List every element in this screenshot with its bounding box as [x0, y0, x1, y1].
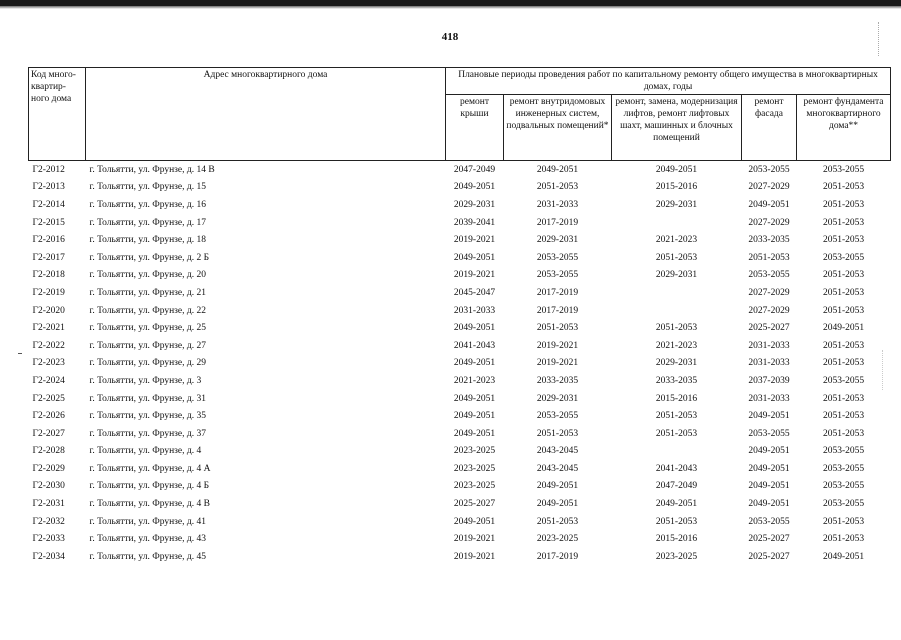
cell-code: Г2-2024: [32, 375, 65, 386]
cell-foundation: 2053-2055: [797, 161, 891, 179]
cell-lifts: 2021-2023: [655, 235, 698, 246]
cell-address: г. Тольятти, ул. Фрунзе, д. 3: [89, 375, 202, 386]
cell-roof: 2049-2051: [453, 323, 496, 334]
cell-foundation: 2051-2053: [822, 534, 865, 545]
cell-address: г. Тольятти, ул. Фрунзе, д. 31: [89, 393, 206, 404]
cell-facade: 2049-2051: [748, 499, 790, 510]
cell-systems: 2049-2051: [536, 481, 579, 492]
table-row: [29, 460, 891, 478]
cell-address: г. Тольятти, ул. Фрунзе, д. 17: [89, 217, 206, 228]
cell-code: Г2-2021: [32, 323, 65, 334]
cell-address: г. Тольятти, ул. Фрунзе, д. 27: [89, 340, 206, 351]
page-number: 418: [441, 31, 459, 43]
cell-facade: 2027-2029: [748, 182, 790, 193]
cell-roof: 2049-2051: [453, 516, 496, 527]
cell-code: Г2-2015: [32, 217, 65, 228]
cell-systems: 2053-2055: [536, 411, 579, 422]
cell-lifts: 2021-2023: [655, 340, 698, 351]
cell-roof: 2049-2051: [453, 411, 496, 422]
cell-lifts: [612, 284, 742, 302]
table-row: [29, 214, 891, 232]
header-row-group: [29, 68, 891, 95]
cell-systems: 2043-2045: [536, 446, 579, 457]
table-row: [29, 425, 891, 443]
cell-code: Г2-2012: [29, 161, 86, 179]
cell-systems: 2029-2031: [536, 235, 579, 246]
cell-facade: 2031-2033: [748, 358, 790, 369]
table-row: [29, 372, 891, 390]
table-row: [29, 390, 891, 408]
cell-address: г. Тольятти, ул. Фрунзе, д. 4 А: [89, 463, 211, 474]
table-row: [29, 302, 891, 320]
table-row: [29, 267, 891, 285]
cell-facade: 2049-2051: [748, 199, 790, 210]
cell-facade: 2053-2055: [748, 516, 790, 527]
cell-foundation: 2049-2051: [822, 551, 865, 562]
cell-foundation: 2051-2053: [822, 411, 865, 422]
cell-address: г. Тольятти, ул. Фрунзе, д. 22: [89, 305, 206, 316]
cell-roof: 2039-2041: [453, 217, 496, 228]
cell-systems: 2051-2053: [536, 428, 579, 439]
cell-facade: 2025-2027: [748, 534, 790, 545]
cell-code: Г2-2026: [32, 411, 65, 422]
cell-address: г. Тольятти, ул. Фрунзе, д. 45: [89, 551, 206, 562]
cell-lifts: 2033-2035: [655, 375, 698, 386]
cell-code: Г2-2019: [32, 287, 65, 298]
cell-lifts: 2051-2053: [655, 411, 698, 422]
cell-roof: 2031-2033: [453, 305, 496, 316]
header-foundation: ремонт фундамента многоквартирного дома**: [797, 95, 891, 161]
cell-roof: 2019-2021: [453, 270, 496, 281]
cell-systems: 2017-2019: [536, 305, 579, 316]
cell-lifts: 2051-2053: [655, 428, 698, 439]
cell-lifts: 2051-2053: [655, 323, 698, 334]
cell-foundation: 2053-2055: [822, 463, 865, 474]
cell-address: г. Тольятти, ул. Фрунзе, д. 20: [89, 270, 206, 281]
cell-systems: 2051-2053: [536, 323, 579, 334]
table-row: [29, 478, 891, 496]
cell-foundation: 2051-2053: [822, 393, 865, 404]
cell-systems: 2029-2031: [536, 393, 579, 404]
cell-code: Г2-2023: [32, 358, 65, 369]
cell-roof: 2047-2049: [446, 161, 504, 179]
table-row: [29, 196, 891, 214]
cell-roof: 2023-2025: [453, 481, 496, 492]
cell-address: г. Тольятти, ул. Фрунзе, д. 4 Б: [89, 481, 210, 492]
cell-systems: 2051-2053: [536, 182, 579, 193]
cell-foundation: 2053-2055: [822, 446, 865, 457]
cell-roof: 2025-2027: [453, 499, 496, 510]
cell-address: г. Тольятти, ул. Фрунзе, д. 4 В: [89, 499, 210, 510]
cell-facade: 2049-2051: [748, 481, 790, 492]
cell-foundation: 2053-2055: [822, 375, 865, 386]
cell-lifts: [612, 214, 742, 232]
cell-roof: 2049-2051: [453, 252, 496, 263]
cell-address: г. Тольятти, ул. Фрунзе, д. 14 В: [86, 161, 446, 179]
cell-lifts: 2015-2016: [655, 393, 698, 404]
cell-lifts: 2023-2025: [655, 551, 698, 562]
cell-foundation: 2051-2053: [822, 235, 865, 246]
cell-foundation: 2051-2053: [822, 516, 865, 527]
cell-roof: 2041-2043: [453, 340, 496, 351]
cell-code: Г2-2031: [32, 499, 65, 510]
cell-code: Г2-2014: [32, 199, 65, 210]
cell-foundation: 2051-2053: [822, 182, 865, 193]
cell-lifts: 2049-2051: [612, 161, 742, 179]
cell-code: Г2-2029: [32, 463, 65, 474]
cell-foundation: 2051-2053: [822, 217, 865, 228]
header-roof: ремонт крыши: [446, 95, 504, 161]
cell-code: Г2-2018: [32, 270, 65, 281]
cell-address: г. Тольятти, ул. Фрунзе, д. 35: [89, 411, 206, 422]
header-lifts: ремонт, замена, модернизация лифтов, ремонт лифтовых шахт, машинных и блочных помещений: [612, 95, 742, 161]
cell-foundation: 2053-2055: [822, 252, 865, 263]
cell-lifts: 2051-2053: [655, 516, 698, 527]
cell-facade: 2027-2029: [748, 305, 790, 316]
cell-roof: 2023-2025: [453, 463, 496, 474]
cell-roof: 2023-2025: [453, 446, 496, 457]
cell-roof: 2019-2021: [453, 551, 496, 562]
cell-code: Г2-2025: [32, 393, 65, 404]
header-address: Адрес многоквартирного дома: [86, 68, 446, 161]
cell-address: г. Тольятти, ул. Фрунзе, д. 25: [89, 323, 206, 334]
cell-facade: 2037-2039: [748, 375, 790, 386]
cell-address: г. Тольятти, ул. Фрунзе, д. 15: [89, 182, 206, 193]
cell-foundation: 2051-2053: [822, 199, 865, 210]
cell-address: г. Тольятти, ул. Фрунзе, д. 21: [89, 287, 206, 298]
cell-lifts: 2049-2051: [655, 499, 698, 510]
cell-facade: 2027-2029: [748, 217, 790, 228]
cell-roof: 2019-2021: [453, 235, 496, 246]
cell-code: Г2-2017: [32, 252, 65, 263]
header-systems: ремонт внутридомовых инженерных систем, подвальных помещений*: [504, 95, 612, 161]
table-row: [29, 407, 891, 425]
header-facade: ремонт фасада: [742, 95, 797, 161]
cell-address: г. Тольятти, ул. Фрунзе, д. 43: [89, 534, 206, 545]
cell-lifts: [612, 443, 742, 461]
cell-systems: 2019-2021: [536, 340, 579, 351]
table-row: [29, 548, 891, 566]
cell-systems: 2043-2045: [536, 463, 579, 474]
cell-systems: 2053-2055: [536, 270, 579, 281]
cell-systems: 2017-2019: [536, 217, 579, 228]
cell-systems: 2051-2053: [536, 516, 579, 527]
cell-facade: 2049-2051: [748, 463, 790, 474]
table-row: [29, 443, 891, 461]
table-row: [29, 249, 891, 267]
cell-address: г. Тольятти, ул. Фрунзе, д. 18: [89, 235, 206, 246]
cell-foundation: 2051-2053: [822, 358, 865, 369]
table-row: [29, 231, 891, 249]
cell-facade: 2025-2027: [748, 551, 790, 562]
cell-facade: 2049-2051: [748, 411, 790, 422]
cell-address: г. Тольятти, ул. Фрунзе, д. 2 Б: [89, 252, 210, 263]
cell-systems: 2049-2051: [536, 499, 579, 510]
cell-facade: 2051-2053: [748, 252, 790, 263]
table-row: [29, 337, 891, 355]
stray-scan-mark: [18, 353, 22, 354]
cell-foundation: 2053-2055: [822, 499, 865, 510]
cell-lifts: 2029-2031: [655, 358, 698, 369]
cell-facade: 2027-2029: [748, 287, 790, 298]
table-body: [29, 161, 891, 566]
cell-code: Г2-2013: [32, 182, 65, 193]
cell-code: Г2-2027: [32, 428, 65, 439]
capital-repair-schedule-table: [28, 67, 891, 566]
header-code: Код много-квартир-ного дома: [29, 68, 86, 161]
cell-roof: 2021-2023: [453, 375, 496, 386]
cell-address: г. Тольятти, ул. Фрунзе, д. 29: [89, 358, 206, 369]
cell-foundation: 2051-2053: [822, 428, 865, 439]
cell-code: Г2-2032: [32, 516, 65, 527]
table-row: [29, 284, 891, 302]
cell-foundation: 2051-2053: [822, 270, 865, 281]
cell-lifts: 2051-2053: [655, 252, 698, 263]
cell-systems: 2031-2033: [536, 199, 579, 210]
cell-code: Г2-2022: [32, 340, 65, 351]
cell-systems: 2019-2021: [536, 358, 579, 369]
header-periods-group: Плановые периоды проведения работ по капитальному ремонту общего имущества в многоквартирных домах, годы: [446, 68, 891, 95]
cell-lifts: 2029-2031: [655, 270, 698, 281]
binding-edge-mark: [878, 22, 887, 56]
cell-code: Г2-2030: [32, 481, 65, 492]
cell-foundation: 2049-2051: [822, 323, 865, 334]
cell-lifts: 2041-2043: [655, 463, 698, 474]
cell-address: г. Тольятти, ул. Фрунзе, д. 37: [89, 428, 206, 439]
cell-facade: 2049-2051: [748, 446, 790, 457]
cell-systems: 2017-2019: [536, 551, 579, 562]
cell-systems: 2017-2019: [536, 287, 579, 298]
cell-roof: 2045-2047: [453, 287, 496, 298]
cell-lifts: 2015-2016: [655, 534, 698, 545]
cell-roof: 2029-2031: [453, 199, 496, 210]
cell-facade: 2031-2033: [748, 393, 790, 404]
cell-facade: 2053-2055: [748, 428, 790, 439]
cell-roof: 2049-2051: [453, 393, 496, 404]
table-row: [29, 355, 891, 373]
table-row: [29, 319, 891, 337]
cell-systems: 2033-2035: [536, 375, 579, 386]
cell-code: Г2-2020: [32, 305, 65, 316]
cell-facade: 2025-2027: [748, 323, 790, 334]
cell-facade: 2053-2055: [748, 270, 790, 281]
cell-foundation: 2051-2053: [822, 305, 865, 316]
cell-code: Г2-2016: [32, 235, 65, 246]
cell-lifts: 2047-2049: [655, 481, 698, 492]
cell-foundation: 2051-2053: [822, 287, 865, 298]
cell-systems: 2023-2025: [536, 534, 579, 545]
cell-roof: 2049-2051: [453, 182, 496, 193]
table-row: [29, 513, 891, 531]
cell-roof: 2049-2051: [453, 358, 496, 369]
cell-code: Г2-2034: [32, 551, 65, 562]
cell-lifts: 2015-2016: [655, 182, 698, 193]
cell-facade: 2053-2055: [742, 161, 797, 179]
cell-lifts: [612, 302, 742, 320]
cell-roof: 2049-2051: [453, 428, 496, 439]
cell-facade: 2031-2033: [748, 340, 790, 351]
cell-foundation: 2051-2053: [822, 340, 865, 351]
cell-address: г. Тольятти, ул. Фрунзе, д. 4: [89, 446, 202, 457]
table-row: [29, 179, 891, 197]
cell-code: Г2-2033: [32, 534, 65, 545]
cell-address: г. Тольятти, ул. Фрунзе, д. 16: [89, 199, 206, 210]
cell-systems: 2049-2051: [504, 161, 612, 179]
cell-code: Г2-2028: [32, 446, 65, 457]
cell-systems: 2053-2055: [536, 252, 579, 263]
table-row: [29, 161, 891, 179]
table-row: [29, 495, 891, 513]
table-row: [29, 530, 891, 548]
scan-top-border-shade: [0, 6, 901, 9]
cell-address: г. Тольятти, ул. Фрунзе, д. 41: [89, 516, 206, 527]
cell-foundation: 2053-2055: [822, 481, 865, 492]
cell-roof: 2019-2021: [453, 534, 496, 545]
cell-facade: 2033-2035: [748, 235, 790, 246]
cell-lifts: 2029-2031: [655, 199, 698, 210]
